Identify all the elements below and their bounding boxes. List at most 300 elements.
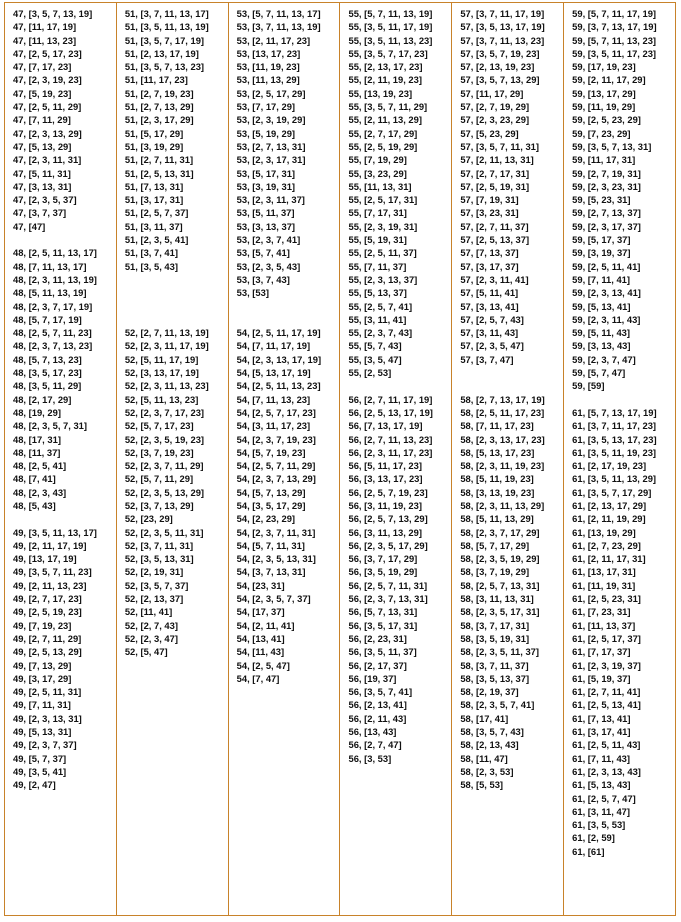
table-entry: 57, [2, 3, 11, 41] [460,273,529,285]
table-entry: 57, [3, 5, 7, 19, 23] [460,47,540,59]
table-entry: 51, [3, 11, 37] [124,220,183,232]
table-entry: 48, [7, 41] [13,473,56,485]
table-entry: 61, [3, 11, 47] [572,805,630,817]
table-entry: 61, [3, 17, 41] [572,726,631,738]
table-entry: 56, [5, 11, 17, 23] [348,460,422,472]
table-entry: 55, [2, 11, 13, 29] [348,114,422,126]
table-entry: 55, [3, 5, 11, 13, 23] [348,34,433,46]
table-entry: 56, [2, 7, 47] [348,739,402,751]
table-entry: 58, [5, 7, 17, 29] [460,539,530,551]
table-entry: 52, [3, 7, 13, 29] [124,499,194,511]
table-entry: 49, [13, 17, 19] [13,553,77,565]
table-entry: 56, [13, 43] [348,726,397,738]
table-entry: 61, [5, 7, 13, 17, 19] [572,406,657,418]
table-entry: 51, [2, 3, 5, 41] [124,234,189,246]
table-entry: 56, [2, 3, 11, 17, 23] [348,446,433,458]
table-entry: 57, [3, 17, 37] [460,260,519,272]
table-entry: 61, [2, 5, 23, 31] [572,593,641,605]
table-entry: 55, [5, 7, 43] [348,340,402,352]
table-entry: 53, [5, 7, 11, 13, 17] [236,8,321,19]
table-entry: 59, [17, 19, 23] [572,61,636,73]
table-entry: 58, [2, 3, 53] [460,765,514,777]
table-entry: 52, [2, 3, 11, 17, 19] [124,340,209,352]
table-entry: 53, [5, 19, 29] [236,127,296,139]
table-entry: 53, [2, 3, 11, 37] [236,194,305,206]
table-entry: 59, [3, 13, 43] [572,340,631,352]
table-entry: 59, [2, 11, 17, 29] [572,74,646,86]
table-entry: 57, [2, 7, 19, 29] [460,101,530,113]
table-entry: 48, [2, 3, 7, 17, 19] [13,300,93,312]
table-entry: 56, [3, 13, 17, 23] [348,473,423,485]
table-entry: 54, [23, 31] [236,579,285,591]
table-entry: 57, [2, 5, 7, 43] [460,313,524,325]
table-entry: 53, [11, 13, 29] [236,74,300,86]
table-entry: 61, [2, 7, 11, 41] [572,686,641,698]
table-entry: 57, [5, 11, 41] [460,287,519,299]
table-entry: 48, [2, 17, 29] [13,393,72,405]
table-entry: 48, [5, 11, 13, 19] [13,287,87,299]
table-entry: 61, [2, 3, 19, 37] [572,659,641,671]
table-entry: 47, [47] [13,220,46,232]
table-entry: 56, [3, 5, 11, 37] [348,646,417,658]
table-entry: 47, [2, 3, 19, 23] [13,74,82,86]
table-entry: 49, [2, 11, 13, 23] [13,579,87,591]
table-entry: 49, [2, 47] [13,779,56,791]
table-entry: 47, [3, 13, 31] [13,180,72,192]
table-entry: 59, [3, 5, 7, 13, 31] [572,140,652,152]
table-entry: 61, [13, 17, 31] [572,566,636,578]
table-entry: 53, [2, 7, 13, 31] [236,140,306,152]
table-column [339,3,451,915]
table-entry: 54, [2, 3, 7, 19, 23] [236,433,316,445]
table-entry: 49, [5, 7, 37] [13,752,67,764]
table-entry: 48, [2, 3, 11, 13, 19] [13,273,97,285]
table-entry: 59, [11, 17, 31] [572,154,636,166]
table-entry: 59, [5, 23, 31] [572,194,631,206]
table-entry: 57, [2, 3, 23, 29] [460,114,530,126]
table-entry: 54, [7, 11, 17, 19] [236,340,311,352]
table-entry: 61, [5, 19, 37] [572,672,631,684]
table-entry: 48, [2, 3, 7, 13, 23] [13,340,93,352]
table-entry: 61, [2, 5, 17, 37] [572,632,641,644]
table-entry: 55, [2, 3, 7, 43] [348,327,413,339]
table-entry: 57, [2, 3, 5, 47] [460,340,524,352]
table-entry: 51, [3, 5, 43] [124,260,178,272]
table-entry: 52, [23, 29] [124,513,173,525]
table-entry: 61, [2, 17, 19, 23] [572,460,647,472]
blank-line [348,379,451,392]
table-entry: 55, [13, 19, 23] [348,87,413,99]
table-entry: 57, [7, 19, 31] [460,194,519,206]
table-entry: 49, [2, 7, 11, 29] [13,632,82,644]
table-entry: 61, [3, 7, 11, 17, 23] [572,420,657,432]
table-entry: 49, [7, 13, 29] [13,659,72,671]
table-entry: 52, [2, 3, 7, 11, 29] [124,460,204,472]
table-entry: 53, [3, 19, 31] [236,180,296,192]
table-entry: 55, [2, 3, 13, 37] [348,273,418,285]
table-entry: 59, [5, 11, 43] [572,327,630,339]
table-entry: 57, [5, 23, 29] [460,127,519,139]
table-entry: 61, [3, 5, 53] [572,819,626,831]
table-entry: 48, [5, 43] [13,499,56,511]
table-entry: 61, [2, 3, 13, 43] [572,765,641,777]
table-entry: 54, [7, 47] [236,672,280,684]
table-entry: 56, [3, 7, 17, 29] [348,553,418,565]
table-entry: 58, [2, 3, 7, 17, 29] [460,526,540,538]
table-entry: 52, [2, 3, 5, 13, 29] [124,486,205,498]
table-entry: 58, [2, 7, 13, 17, 19] [460,393,545,405]
table-entry: 49, [2, 3, 13, 31] [13,712,82,724]
blank-line [125,273,228,286]
table-entry: 57, [11, 17, 29] [460,87,524,99]
table-entry: 52, [2, 3, 7, 17, 23] [124,406,205,418]
table-entry: 59, [5, 7, 11, 13, 23] [572,34,657,46]
table-entry: 59, [2, 3, 11, 43] [572,313,641,325]
table-entry: 61, [11, 13, 37] [572,619,636,631]
table-entry: 58, [2, 3, 11, 13, 29] [460,499,545,511]
table-entry: 54, [2, 3, 5, 13, 31] [236,553,316,565]
table-entry: 54, [2, 11, 41] [236,619,295,631]
table-entry: 56, [3, 11, 13, 29] [348,526,422,538]
table-entry: 59, [2, 5, 23, 29] [572,114,641,126]
table-entry: 58, [5, 53] [460,779,504,791]
table-entry: 47, [2, 3, 11, 31] [13,154,82,166]
table-entry: 55, [3, 5, 47] [348,353,402,365]
table-entry: 48, [3, 5, 17, 23] [13,367,82,379]
table-entry: 49, [2, 3, 7, 37] [13,739,77,751]
table-entry: 57, [2, 11, 13, 31] [460,154,534,166]
table-entry: 55, [5, 13, 37] [348,287,407,299]
table-entry: 48, [11, 37] [13,446,61,458]
table-entry: 61, [3, 5, 13, 17, 23] [572,433,657,445]
table-entry: 52, [5, 11, 13, 23] [124,393,199,405]
table-entry: 48, [3, 5, 11, 29] [13,380,82,392]
table-entry: 61, [7, 11, 43] [572,752,630,764]
table-entry: 53, [5, 17, 31] [236,167,296,179]
table-entry: 49, [2, 5, 13, 29] [13,646,82,658]
table-entry: 57, [2, 7, 11, 37] [460,220,529,232]
blank-line [572,393,675,406]
table-entry: 55, [2, 5, 7, 41] [348,300,413,312]
table-entry: 53, [7, 17, 29] [236,101,296,113]
table-entry: 54, [2, 3, 7, 11, 31] [236,526,316,538]
table-entry: 59, [2, 7, 13, 37] [572,207,641,219]
table-entry: 59, [3, 19, 37] [572,247,631,259]
table-entry: 61, [3, 5, 11, 19, 23] [572,446,657,458]
table-entry: 61, [5, 13, 43] [572,779,631,791]
table-entry: 55, [2, 5, 19, 29] [348,140,418,152]
table-entry: 51, [2, 13, 17, 19] [124,47,199,59]
blank-line [125,286,228,299]
table-entry: 55, [7, 19, 29] [348,154,407,166]
table-column [5,3,116,915]
table-entry: 52, [5, 47] [124,646,168,658]
table-entry: 61, [2, 5, 7, 47] [572,792,636,804]
table-entry: 48, [2, 3, 5, 7, 31] [13,420,88,432]
table-entry: 56, [2, 11, 43] [348,712,407,724]
table-entry: 49, [2, 5, 19, 23] [13,606,82,618]
table-entry: 47, [7, 11, 29] [13,114,71,126]
table-entry: 56, [2, 5, 7, 13, 29] [348,513,428,525]
table-entry: 47, [2, 5, 17, 23] [13,47,82,59]
table-entry: 53, [2, 3, 17, 31] [236,154,306,166]
table-entry: 58, [2, 5, 11, 17, 23] [460,406,545,418]
table-entry: 61, [2, 59] [572,832,615,844]
table-column [228,3,340,915]
table-entry: 56, [3, 5, 17, 31] [348,619,418,631]
table-entry: 58, [2, 5, 7, 13, 31] [460,579,540,591]
table-entry: 56, [3, 11, 19, 23] [348,499,422,511]
table-entry: 52, [3, 5, 13, 31] [124,553,194,565]
table-entry: 48, [7, 11, 13, 17] [13,260,87,272]
table-entry: 53, [3, 13, 37] [236,220,296,232]
table-entry: 59, [5, 7, 47] [572,367,626,379]
table-column [563,3,675,915]
table-entry: 59, [5, 7, 11, 17, 19] [572,8,657,19]
table-entry: 51, [2, 3, 17, 29] [124,114,194,126]
table-entry: 58, [3, 5, 7, 43] [460,726,524,738]
table-entry: 49, [5, 13, 31] [13,726,72,738]
table-entry: 59, [3, 5, 11, 17, 23] [572,47,657,59]
table-entry: 61, [11, 19, 31] [572,579,636,591]
table-entry: 55, [11, 13, 31] [348,180,412,192]
table-entry: 56, [2, 3, 5, 17, 29] [348,539,428,551]
table-entry: 49, [3, 17, 29] [13,672,72,684]
table-entry: 54, [5, 7, 13, 29] [236,486,306,498]
table-entry: 49, [3, 5, 11, 13, 17] [13,526,97,538]
table-entry: 58, [2, 13, 43] [460,739,519,751]
table-entry: 54, [2, 3, 5, 7, 37] [236,593,311,605]
table-entry: 49, [2, 11, 17, 19] [13,539,87,551]
table-entry: 59, [7, 23, 29] [572,127,631,139]
table-entry: 57, [3, 13, 41] [460,300,519,312]
table-entry: 61, [3, 5, 11, 13, 29] [572,473,657,485]
table-entry: 56, [2, 23, 31] [348,632,407,644]
table-entry: 58, [3, 11, 13, 31] [460,593,534,605]
table-entry: 58, [3, 13, 19, 23] [460,486,535,498]
table-entry: 51, [7, 13, 31] [124,180,184,192]
table-entry: 52, [5, 7, 17, 23] [124,420,194,432]
table-entry: 59, [7, 11, 41] [572,273,630,285]
table-entry: 55, [2, 3, 19, 31] [348,220,418,232]
table-entry: 48, [5, 7, 13, 23] [13,353,82,365]
table-entry: 61, [2, 11, 19, 29] [572,513,646,525]
table-entry: 54, [5, 7, 11, 31] [236,539,305,551]
table-entry: 57, [7, 13, 37] [460,247,519,259]
table-entry: 52, [2, 3, 5, 11, 31] [124,526,204,538]
table-entry: 48, [5, 7, 17, 19] [13,313,82,325]
table-entry: 61, [7, 13, 41] [572,712,631,724]
table-entry: 56, [2, 13, 41] [348,699,407,711]
table-entry: 53, [5, 7, 41] [236,247,290,259]
table-entry: 53, [5, 11, 37] [236,207,295,219]
table-entry: 58, [2, 3, 5, 11, 37] [460,646,540,658]
table-entry: 58, [2, 19, 37] [460,686,519,698]
table-entry: 55, [3, 11, 41] [348,313,407,325]
table-entry: 54, [5, 7, 19, 23] [236,446,306,458]
table-entry: 59, [5, 13, 41] [572,300,631,312]
table-entry: 49, [3, 5, 41] [13,765,67,777]
table-entry: 54, [5, 13, 17, 19] [236,367,311,379]
table-entry: 57, [3, 5, 7, 13, 29] [460,74,540,86]
table-entry: 51, [2, 7, 13, 29] [124,101,194,113]
table-entry: 58, [2, 3, 5, 17, 31] [460,606,540,618]
table-entry: 53, [2, 3, 7, 41] [236,234,301,246]
table-entry: 61, [2, 7, 23, 29] [572,539,641,551]
table-entry: 54, [13, 41] [236,632,285,644]
table-entry: 47, [2, 5, 11, 29] [13,101,82,113]
table-entry: 53, [2, 5, 17, 29] [236,87,306,99]
table-entry: 57, [3, 11, 43] [460,327,519,339]
table-entry: 48, [2, 5, 11, 13, 17] [13,247,97,259]
blank-line [237,313,340,326]
table-entry: 57, [3, 7, 11, 17, 19] [460,8,545,19]
table-entry: 52, [2, 3, 47] [124,632,178,644]
table-entry: 48, [2, 5, 7, 11, 23] [13,327,92,339]
table-entry: 57, [2, 5, 19, 31] [460,180,530,192]
table-entry: 53, [53] [236,287,269,299]
table-entry: 59, [2, 3, 23, 31] [572,180,641,192]
table-entry: 49, [3, 5, 7, 11, 23] [13,566,92,578]
table-entry: 52, [3, 5, 7, 37] [124,579,189,591]
table-entry: 59, [2, 3, 13, 41] [572,287,641,299]
table-entry: 51, [3, 19, 29] [124,140,184,152]
table-entry: 47, [2, 3, 5, 37] [13,194,77,206]
table-entry: 53, [2, 3, 19, 29] [236,114,306,126]
table-entry: 51, [2, 5, 7, 37] [124,207,189,219]
table-entry: 51, [3, 5, 7, 13, 23] [124,61,205,73]
table-entry: 59, [2, 3, 17, 37] [572,220,641,232]
table-entry: 61, [7, 17, 37] [572,646,631,658]
table-entry: 52, [2, 19, 31] [124,566,184,578]
blank-line [13,512,116,525]
blank-line [125,313,228,326]
table-entry: 48, [19, 29] [13,406,61,418]
table-entry: 57, [3, 5, 13, 17, 19] [460,21,545,33]
table-entry: 59, [5, 17, 37] [572,234,631,246]
table-entry: 61, [2, 5, 11, 43] [572,739,641,751]
table-entry: 56, [2, 5, 13, 17, 19] [348,406,433,418]
table-entry: 58, [3, 7, 19, 29] [460,566,530,578]
table-entry: 54, [11, 43] [236,646,285,658]
table-entry: 61, [2, 5, 13, 41] [572,699,641,711]
table-entry: 54, [2, 5, 11, 13, 23] [236,380,321,392]
table-entry: 51, [2, 7, 11, 31] [124,154,194,166]
table-entry: 58, [3, 7, 17, 31] [460,619,530,631]
table-entry: 53, [2, 11, 17, 23] [236,34,311,46]
table-entry: 61, [3, 5, 7, 17, 29] [572,486,652,498]
table-entry: 52, [2, 3, 11, 13, 23] [124,380,209,392]
table-entry: 52, [3, 7, 11, 31] [124,539,194,551]
table-entry: 56, [3, 53] [348,752,392,764]
table-entry: 47, [3, 5, 7, 13, 19] [13,8,93,19]
table-entry: 56, [2, 7, 11, 13, 23] [348,433,433,445]
partition-table [4,2,676,916]
table-entry: 49, [7, 19, 23] [13,619,72,631]
table-entry: 56, [7, 13, 17, 19] [348,420,423,432]
table-entry: 56, [3, 5, 19, 29] [348,566,418,578]
table-entry: 61, [13, 19, 29] [572,526,636,538]
table-entry: 47, [11, 17, 19] [13,21,77,33]
table-entry: 57, [2, 5, 13, 37] [460,234,530,246]
table-entry: 52, [5, 11, 17, 19] [124,353,199,365]
table-entry: 55, [7, 17, 31] [348,207,407,219]
table-entry: 51, [2, 7, 19, 23] [124,87,194,99]
table-entry: 59, [3, 7, 13, 17, 19] [572,21,657,33]
table-entry: 55, [2, 7, 17, 29] [348,127,418,139]
table-entry: 58, [3, 7, 11, 37] [460,659,529,671]
table-entry: 52, [2, 7, 11, 13, 19] [124,327,209,339]
table-entry: 58, [3, 5, 13, 37] [460,672,530,684]
table-entry: 56, [19, 37] [348,672,397,684]
table-entry: 56, [2, 5, 7, 11, 31] [348,579,428,591]
table-entry: 47, [5, 11, 31] [13,167,71,179]
blank-line [125,300,228,313]
blank-line [460,379,563,392]
table-entry: 54, [2, 23, 29] [236,513,296,525]
blank-line [13,233,116,246]
table-entry: 59, [11, 19, 29] [572,101,636,113]
table-entry: 58, [2, 3, 11, 19, 23] [460,460,545,472]
table-entry: 52, [2, 13, 37] [124,593,184,605]
table-entry: 61, [7, 23, 31] [572,606,631,618]
table-entry: 49, [7, 11, 31] [13,699,71,711]
blank-line [237,300,340,313]
table-entry: 47, [11, 13, 23] [13,34,77,46]
table-entry: 53, [3, 7, 11, 13, 19] [236,21,321,33]
table-entry: 59, [2, 3, 7, 47] [572,353,636,365]
table-entry: 54, [3, 5, 17, 29] [236,499,306,511]
table-entry: 55, [3, 5, 7, 17, 23] [348,47,428,59]
table-entry: 51, [2, 5, 13, 31] [124,167,194,179]
table-entry: 55, [2, 11, 19, 23] [348,74,422,86]
table-entry: 54, [17, 37] [236,606,285,618]
table-entry: 53, [3, 7, 43] [236,273,290,285]
table-entry: 53, [13, 17, 23] [236,47,301,59]
table-entry: 58, [5, 11, 13, 29] [460,513,534,525]
table-entry: 47, [7, 17, 23] [13,61,72,73]
blank-line [460,366,563,379]
table-entry: 55, [2, 13, 17, 23] [348,61,423,73]
table-entry: 54, [2, 5, 47] [236,659,290,671]
table-entry: 61, [2, 11, 17, 31] [572,553,646,565]
table-entry: 59, [2, 7, 19, 31] [572,167,641,179]
table-entry: 47, [3, 7, 37] [13,207,67,219]
table-entry: 52, [2, 7, 43] [124,619,178,631]
table-entry: 58, [5, 13, 17, 23] [460,446,535,458]
table-entry: 52, [3, 7, 19, 23] [124,446,194,458]
table-entry: 55, [2, 5, 17, 31] [348,194,418,206]
table-entry: 57, [2, 13, 19, 23] [460,61,535,73]
table-entry: 54, [2, 5, 7, 11, 29] [236,460,316,472]
table-entry: 51, [3, 5, 7, 17, 19] [124,34,205,46]
table-entry: 51, [11, 17, 23] [124,74,188,86]
table-entry: 55, [3, 5, 7, 11, 29] [348,101,428,113]
table-entry: 51, [3, 5, 11, 13, 19] [124,21,209,33]
table-entry: 54, [3, 11, 17, 23] [236,420,311,432]
table-entry: 57, [3, 7, 47] [460,353,514,365]
table-entry: 57, [3, 5, 7, 11, 31] [460,140,540,152]
table-entry: 58, [2, 3, 5, 19, 29] [460,553,540,565]
table-entry: 55, [3, 23, 29] [348,167,407,179]
table-entry: 56, [5, 7, 13, 31] [348,606,418,618]
table-entry: 59, [13, 17, 29] [572,87,636,99]
table-entry: 47, [5, 13, 29] [13,140,72,152]
table-entry: 52, [3, 13, 17, 19] [124,367,199,379]
table-entry: 58, [3, 5, 19, 31] [460,632,530,644]
table-entry: 56, [2, 5, 7, 19, 23] [348,486,428,498]
table-entry: 58, [2, 3, 13, 17, 23] [460,433,545,445]
